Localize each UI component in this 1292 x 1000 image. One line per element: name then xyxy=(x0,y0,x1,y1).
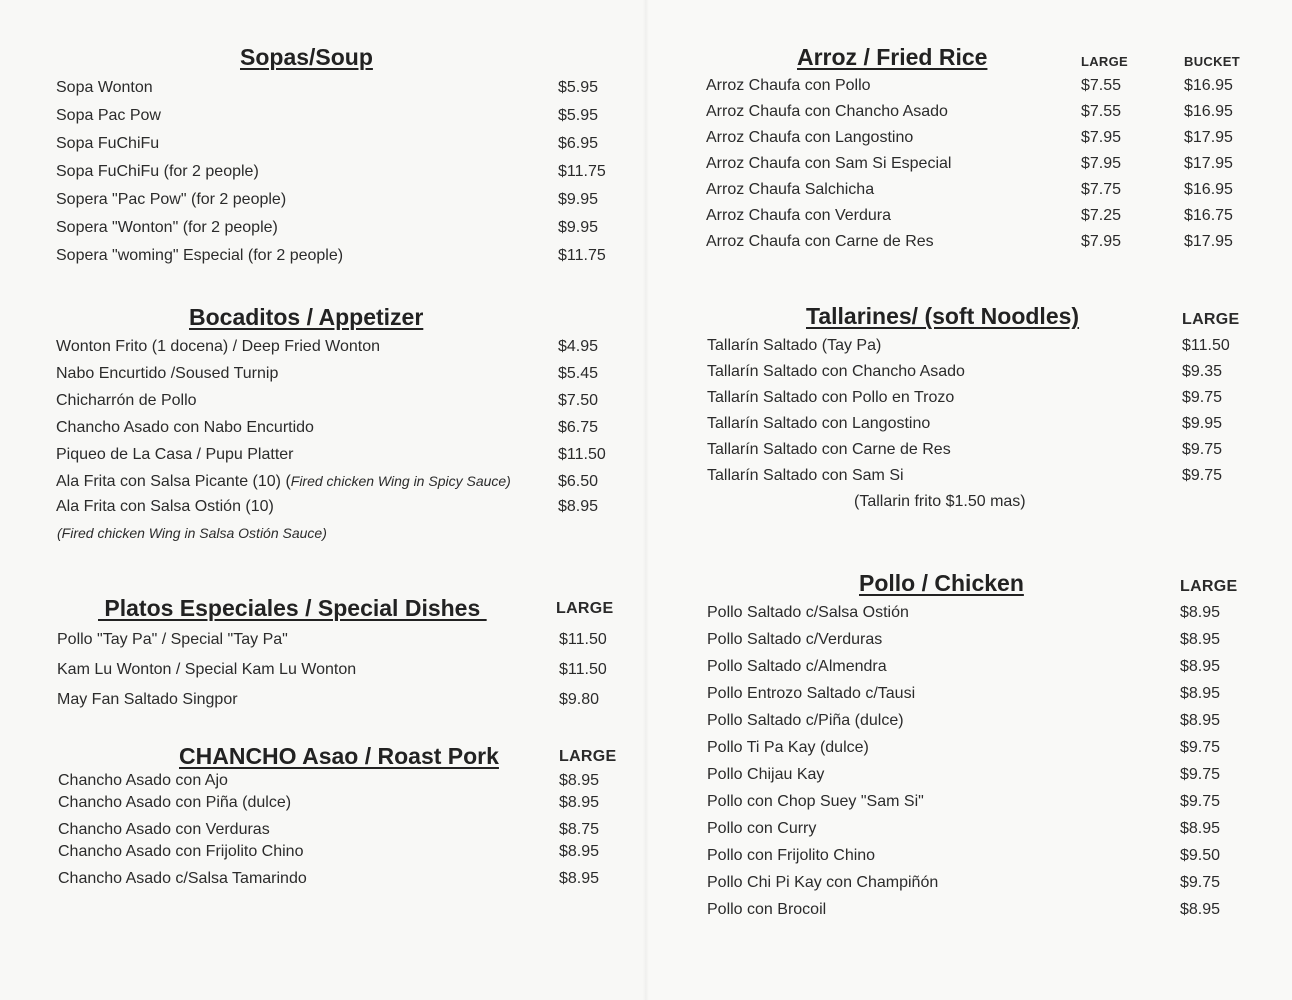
menu-item: Tallarín Saltado con Carne de Res xyxy=(707,441,951,458)
menu-item: Pollo con Chop Suey "Sam Si" xyxy=(707,793,924,810)
menu-item: Chancho Asado con Piña (dulce) xyxy=(58,794,292,811)
menu-item-price: $9.75 xyxy=(1180,739,1221,756)
section-title-specials: Platos Especiales / Special Dishes xyxy=(98,595,487,621)
menu-item-price-bucket: $16.95 xyxy=(1184,77,1233,94)
menu-item-price: $8.95 xyxy=(1180,604,1221,621)
menu-item: Arroz Chaufa con Carne de Res xyxy=(706,233,934,250)
menu-item: Tallarín Saltado con Sam Si xyxy=(707,467,904,484)
menu-item-price-large: $7.95 xyxy=(1081,129,1122,146)
menu-item: Pollo con Frijolito Chino xyxy=(707,847,876,864)
menu-item: Chancho Asado con Nabo Encurtido xyxy=(56,419,314,436)
menu-item-price: $11.50 xyxy=(559,631,607,648)
menu-item: Sopa Wonton xyxy=(56,79,153,96)
menu-item: Nabo Encurtido /Soused Turnip xyxy=(56,365,279,382)
menu-item: Pollo Ti Pa Kay (dulce) xyxy=(707,739,869,756)
menu-item: Arroz Chaufa con Langostino xyxy=(706,129,914,146)
section-title-noodles: Tallarines/ (soft Noodles) xyxy=(806,303,1080,329)
menu-item: Arroz Chaufa con Pollo xyxy=(706,77,871,94)
menu-item: Ala Frita con Salsa Ostión (10) xyxy=(56,498,274,515)
menu-item-price: $9.75 xyxy=(1180,766,1221,783)
menu-item-price: $9.95 xyxy=(558,191,599,208)
menu-item-price: $9.75 xyxy=(1180,874,1221,891)
menu-item-price: $9.35 xyxy=(1182,363,1223,380)
menu-item: May Fan Saltado Singpor xyxy=(57,691,238,708)
menu-item: Sopera "woming" Especial (for 2 people) xyxy=(56,247,344,264)
menu-item-price: $8.95 xyxy=(559,772,600,789)
menu-item-price: $11.50 xyxy=(559,661,607,678)
menu-item-price: $4.95 xyxy=(558,338,599,355)
menu-item: Arroz Chaufa Salchicha xyxy=(706,181,875,198)
menu-item-price: $8.95 xyxy=(1180,685,1221,702)
menu-item-price-large: $7.25 xyxy=(1081,207,1122,224)
menu-item: Sopa Pac Pow xyxy=(56,107,161,124)
menu-item-price: $8.95 xyxy=(558,498,599,515)
menu-item: Pollo Entrozo Saltado c/Tausi xyxy=(707,685,916,702)
menu-item: Pollo con Curry xyxy=(707,820,817,837)
menu-item-price: $8.95 xyxy=(1180,901,1221,918)
section-title-soup: Sopas/Soup xyxy=(240,44,373,70)
menu-item-name: Ala Frita con Salsa Picante (10) ( xyxy=(56,473,291,490)
menu-item: Pollo Chi Pi Kay con Champiñón xyxy=(707,874,939,891)
menu-item: Pollo con Brocoil xyxy=(707,901,827,918)
menu-item: Chancho Asado con Ajo xyxy=(58,772,228,789)
menu-item: Sopera "Wonton" (for 2 people) xyxy=(56,219,278,236)
column-header-large: LARGE xyxy=(1081,54,1128,69)
menu-item-price: $11.50 xyxy=(558,446,606,463)
menu-item: Sopera "Pac Pow" (for 2 people) xyxy=(56,191,287,208)
menu-item-price: $9.95 xyxy=(558,219,599,236)
menu-item: Pollo "Tay Pa" / Special "Tay Pa" xyxy=(57,631,288,648)
menu-page-right xyxy=(646,0,1292,1000)
column-header-bucket: BUCKET xyxy=(1184,54,1240,69)
menu-item: Arroz Chaufa con Sam Si Especial xyxy=(706,155,952,172)
menu-item-price: $8.95 xyxy=(1180,712,1221,729)
menu-item-price: $9.50 xyxy=(1180,847,1221,864)
menu-item-price: $8.75 xyxy=(559,821,600,838)
column-header-large: LARGE xyxy=(1182,311,1240,328)
menu-item-price: $5.95 xyxy=(558,79,599,96)
menu-item xyxy=(56,473,511,491)
menu-item-footnote: (Fired chicken Wing in Salsa Ostión Sauce) xyxy=(57,525,327,541)
menu-item: Sopa FuChiFu xyxy=(56,135,160,152)
menu-item: Pollo Chijau Kay xyxy=(707,766,825,783)
menu-item: Pollo Saltado c/Piña (dulce) xyxy=(707,712,904,729)
menu-item-price: $9.75 xyxy=(1182,467,1223,484)
page-fold-divider xyxy=(643,0,649,1000)
menu-item-price-bucket: $17.95 xyxy=(1184,155,1233,172)
menu-item: Pollo Saltado c/Verduras xyxy=(707,631,883,648)
menu-item-note: Fired chicken Wing in Spicy Sauce) xyxy=(290,473,511,489)
menu-item: Tallarín Saltado con Langostino xyxy=(707,415,931,432)
menu-item: Chancho Asado con Frijolito Chino xyxy=(58,843,304,860)
menu-item-price-bucket: $17.95 xyxy=(1184,233,1233,250)
menu-item: Kam Lu Wonton / Special Kam Lu Wonton xyxy=(57,661,357,678)
menu-item: Tallarín Saltado con Pollo en Trozo xyxy=(707,389,955,406)
menu-item-price-large: $7.75 xyxy=(1081,181,1122,198)
menu-item-price: $8.95 xyxy=(559,794,600,811)
menu-item-price: $8.95 xyxy=(1180,658,1221,675)
menu-item-price: $11.75 xyxy=(558,247,606,264)
menu-item: Chicharrón de Pollo xyxy=(56,392,197,409)
menu-item: Arroz Chaufa con Verdura xyxy=(706,207,891,224)
menu-item-price: $11.50 xyxy=(1182,337,1230,354)
menu-item: Sopa FuChiFu (for 2 people) xyxy=(56,163,259,180)
column-header-large: LARGE xyxy=(559,748,617,765)
menu-item: Pollo Saltado c/Almendra xyxy=(707,658,887,675)
menu-item: Wonton Frito (1 docena) / Deep Fried Wonton xyxy=(56,338,381,355)
menu-item-price: $5.95 xyxy=(558,107,599,124)
menu-item-price: $6.50 xyxy=(558,473,599,490)
menu-item-price: $8.95 xyxy=(559,843,600,860)
section-title-fried-rice: Arroz / Fried Rice xyxy=(797,44,988,70)
section-title-appetizer: Bocaditos / Appetizer xyxy=(189,304,424,330)
menu-item-price: $7.50 xyxy=(558,392,599,409)
menu-item-price-bucket: $16.75 xyxy=(1184,207,1233,224)
menu-item: Pollo Saltado c/Salsa Ostión xyxy=(707,604,909,621)
section-title-roast-pork: CHANCHO Asao / Roast Pork xyxy=(179,743,499,769)
menu-item-price-bucket: $17.95 xyxy=(1184,129,1233,146)
column-header-large: LARGE xyxy=(556,600,614,617)
menu-item-price-bucket: $16.95 xyxy=(1184,103,1233,120)
menu-item-price-large: $7.95 xyxy=(1081,155,1122,172)
menu-item: Tallarín Saltado (Tay Pa) xyxy=(707,337,882,354)
menu-item: Chancho Asado con Verduras xyxy=(58,821,270,838)
menu-item-price-bucket: $16.95 xyxy=(1184,181,1233,198)
menu-item-price: $11.75 xyxy=(558,163,606,180)
menu-item: Tallarín Saltado con Chancho Asado xyxy=(707,363,965,380)
menu-item-price-large: $7.95 xyxy=(1081,233,1122,250)
menu-item-price: $9.75 xyxy=(1180,793,1221,810)
menu-item: Piqueo de La Casa / Pupu Platter xyxy=(56,446,294,463)
menu-item-price: $9.95 xyxy=(1182,415,1223,432)
menu-item-price-large: $7.55 xyxy=(1081,103,1122,120)
menu-item-price-large: $7.55 xyxy=(1081,77,1122,94)
section-title-chicken: Pollo / Chicken xyxy=(859,570,1024,596)
menu-item: Arroz Chaufa con Chancho Asado xyxy=(706,103,948,120)
column-header-large: LARGE xyxy=(1180,578,1238,595)
menu-item-price: $8.95 xyxy=(1180,631,1221,648)
menu-item-price: $9.75 xyxy=(1182,389,1223,406)
noodles-footnote: (Tallarin frito $1.50 mas) xyxy=(854,493,1026,510)
menu-item-price: $6.95 xyxy=(558,135,599,152)
menu-item-price: $6.75 xyxy=(558,419,599,436)
menu-item-price: $9.75 xyxy=(1182,441,1223,458)
menu-item-price: $8.95 xyxy=(1180,820,1221,837)
menu-item: Chancho Asado c/Salsa Tamarindo xyxy=(58,870,307,887)
menu-item-price: $9.80 xyxy=(559,691,600,708)
menu-item-price: $8.95 xyxy=(559,870,600,887)
menu-item-price: $5.45 xyxy=(558,365,599,382)
